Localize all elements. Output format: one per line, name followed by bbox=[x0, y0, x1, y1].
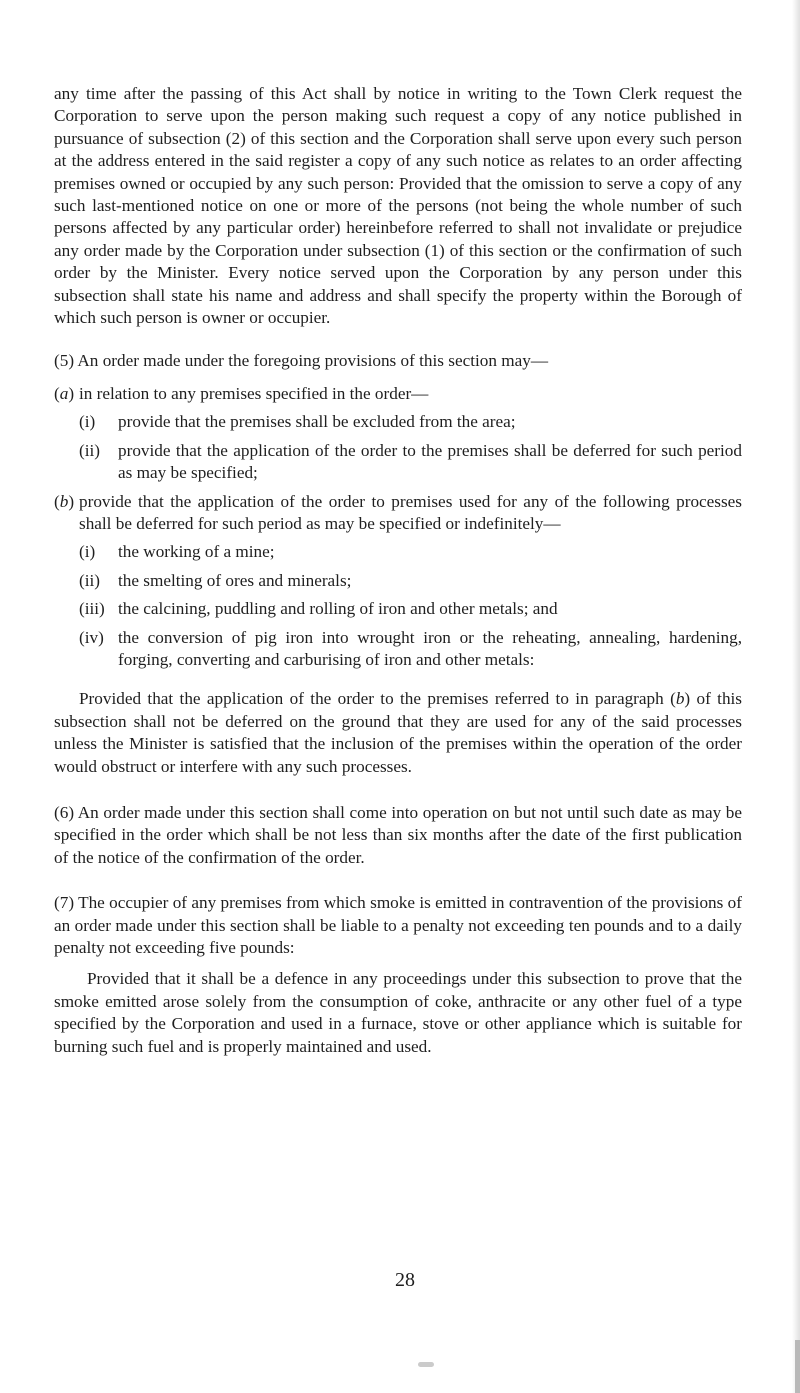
subsection-5-proviso: Provided that the application of the order to the premises referred to in paragraph (b) of this subsection shall not be deferred on the ground that they are used for any of the said processes unless the Minister is satisfied that the inclusion of the premises within the operation of the order would obstruct or interfere with any such processes. bbox=[54, 689, 742, 776]
scan-edge-shadow bbox=[792, 0, 800, 1393]
paragraph-b-text: provide that the application of the order to premises used for any of the following processes shall be deferred for such period as may be specified or indefinitely— bbox=[79, 491, 742, 533]
paragraph-a-text: in relation to any premises specified in the order— bbox=[79, 383, 429, 403]
subparagraph-marker: (ii) bbox=[79, 570, 100, 590]
subparagraph-text: the conversion of pig iron into wrought iron or the reheating, annealing, hardening, forging, converting and carburising of iron and other metals: bbox=[118, 627, 742, 669]
paragraph-a bbox=[54, 383, 742, 405]
subparagraph-marker: (ii) bbox=[79, 440, 100, 460]
subparagraph-text: provide that the application of the order to the premises shall be deferred for such period as may be specified; bbox=[118, 440, 742, 483]
page-number: 28 bbox=[395, 1269, 415, 1291]
subparagraph-b-iii bbox=[79, 598, 742, 620]
paragraph-b-marker: (b) bbox=[54, 491, 75, 511]
subparagraph-marker: (i) bbox=[79, 412, 96, 432]
subparagraph-text: the calcining, puddling and rolling of iron and other metals; and bbox=[118, 599, 558, 619]
subparagraph-b-i bbox=[79, 541, 742, 563]
subparagraph-a-i bbox=[79, 411, 742, 433]
subparagraph-text: the working of a mine; bbox=[118, 542, 275, 562]
subparagraph-marker: (i) bbox=[79, 542, 96, 562]
paragraph-b bbox=[54, 491, 742, 536]
subsection-7: (7) The occupier of any premises from which smoke is emitted in contravention of the provisions of an order made under this section shall be liable to a penalty not exceeding ten pounds and to a daily penalty not exceeding five pounds: bbox=[54, 893, 742, 957]
subsection-6: (6) An order made under this section shall come into operation on but not until such date as may be specified in the order which shall be not less than six months after the date of the first publication of the notice of the confirmation of the order. bbox=[54, 802, 742, 867]
scan-speck bbox=[418, 1362, 434, 1367]
subparagraph-b-ii bbox=[79, 570, 742, 592]
subparagraph-text: the smelting of ores and minerals; bbox=[118, 570, 352, 590]
subsection-5: (5) An order made under the foregoing provisions of this section may— bbox=[54, 351, 549, 371]
subsection-7-proviso: Provided that it shall be a defence in any proceedings under this subsection to prove that the smoke emitted arose solely from the consumption of coke, anthracite or any other fuel of a type specified by the Corporation and used in a furnace, stove or other appliance which is suitable for burning such fuel and is properly maintained and used. bbox=[54, 969, 742, 1056]
subparagraph-b-iv bbox=[79, 627, 742, 672]
page-body bbox=[54, 83, 742, 1058]
subparagraph-text: provide that the premises shall be excluded from the area; bbox=[118, 412, 516, 432]
subparagraph-marker: (iv) bbox=[79, 627, 104, 647]
subparagraph-a-ii bbox=[79, 440, 742, 485]
paragraph-a-marker: (a) bbox=[54, 383, 75, 403]
subparagraph-marker: (iii) bbox=[79, 599, 105, 619]
continuation-paragraph: any time after the passing of this Act shall by notice in writing to the Town Clerk request the Corporation to serve upon the person making such request a copy of any notice published in pursuance of subsection (2) of this section and the Corporation shall serve upon every such person at the address entered in the said register a copy of any such notice as relates to an order affecting premises owned or occupied by any such person: Provided that the omission to serve a copy of any such last-mentioned notice on one or more of the persons (not being the whole number of such persons affected by any particular order) hereinbefore referred to shall not invalidate or prejudice any order made by the Corporation under subsection (1) of this section or the confirmation of such order by the Minister. Every notice served upon the Corporation by any person under this subsection shall state his name and address and shall specify the property within the Borough of which such person is owner or occupier. bbox=[54, 84, 742, 328]
scan-edge-mark bbox=[795, 1340, 800, 1393]
